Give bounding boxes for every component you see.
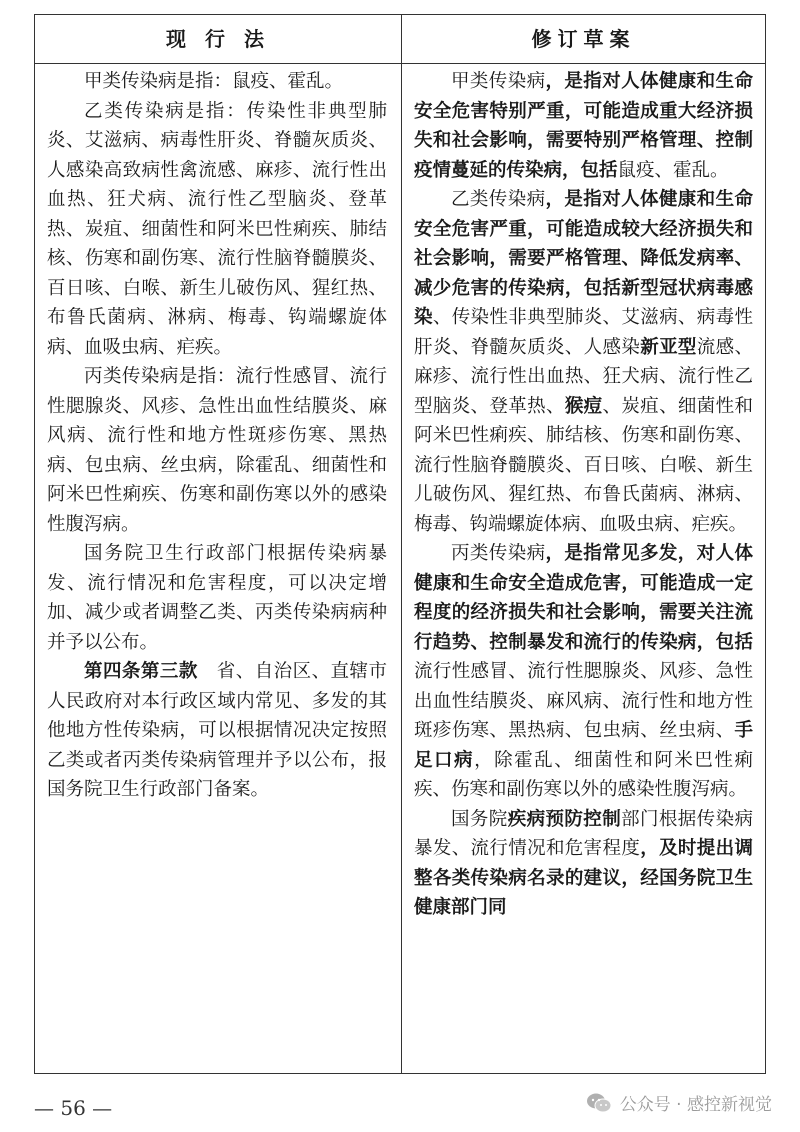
r2e: 流感、麻疹、流行性出血热、狂犬病、流行性乙型脑炎、登革热、 bbox=[414, 336, 753, 417]
revision-draft-column bbox=[402, 67, 765, 1073]
article-4-heading: 第四条第三款 bbox=[84, 661, 198, 682]
r3c: 流行性感冒、流行性腮腺炎、风疹、急性出血性结膜炎、麻风病、流行性和地方性斑疹伤寒、黑热病、包虫病、丝虫病、 bbox=[414, 661, 753, 741]
r3a: 丙类传染病 bbox=[451, 543, 546, 564]
r2d: 新亚型 bbox=[640, 336, 697, 358]
comparison-table bbox=[34, 14, 766, 1074]
r1b: ，是指对人体健康和生命安全危害特别严重，可能造成重大经济损失和社会影响，需要特别严格管理、控制疫情蔓延的传染病，包括 bbox=[414, 71, 753, 181]
left-para-class-c: 丙类传染病是指：流行性感冒、流行性腮腺炎、风疹、急性出血性结膜炎、麻风病、流行性和地方性斑疹伤寒、黑热病、包虫病、丝虫病，除霍乱、细菌性和阿米巴性痢疾、伤寒和副伤寒以外的感染性腹泻病。 bbox=[47, 366, 387, 535]
r2f: 猴痘 bbox=[564, 395, 603, 417]
r4b: 疾病预防控制 bbox=[507, 808, 622, 830]
r3d: 手足口病 bbox=[414, 720, 753, 771]
r4d: ，及时提出调整各类传染病名录的建议，经国务院卫生健康部门同 bbox=[414, 838, 753, 918]
r4a: 国务院 bbox=[451, 808, 508, 830]
r2c: 、传染性非典型肺炎、艾滋病、病毒性肝炎、脊髓灰质炎、人感染 bbox=[414, 307, 753, 358]
r1a: 甲类传染病 bbox=[451, 71, 546, 92]
right-para-class-c bbox=[414, 539, 753, 805]
watermark-text: 公众号 · 感控新视觉 bbox=[619, 1095, 772, 1115]
r1c: 鼠疫、霍乱。 bbox=[617, 159, 729, 181]
wechat-icon bbox=[586, 1092, 612, 1114]
table-header bbox=[35, 15, 765, 64]
r2b: ，是指对人体健康和生命安全危害严重，可能造成较大经济损失和社会影响，需要严格管理、降低发病率、减少危害的传染病，包括新型冠状病毒感染 bbox=[414, 189, 753, 328]
r3e: ，除霍乱、细菌性和阿米巴性痢疾、伤寒和副伤寒以外的感染性腹泻病。 bbox=[414, 749, 753, 800]
current-law-column bbox=[35, 67, 401, 1073]
r2g: 、炭疽、细菌性和阿米巴性痢疾、肺结核、伤寒和副伤寒、流行性脑脊髓膜炎、百日咳、白喉、新生儿破伤风、猩红热、布鲁氏菌病、淋病、梅毒、钩端螺旋体病、血吸虫病、疟疾。 bbox=[414, 395, 753, 535]
right-para-class-a bbox=[414, 67, 753, 185]
left-para-class-a: 甲类传染病是指：鼠疫、霍乱。 bbox=[84, 71, 344, 92]
header-revision-draft: 修订草案 bbox=[531, 27, 636, 51]
left-para-class-b: 乙类传染病是指：传染性非典型肺炎、艾滋病、病毒性肝炎、脊髓灰质炎、人感染高致病性禽流感、麻疹、流行性出血热、狂犬病、流行性乙型脑炎、登革热、炭疽、细菌性和阿米巴性痢疾、肺结核、伤寒和副伤寒、流行性脑脊髓膜炎、百日咳、白喉、新生儿破伤风、猩红热、布鲁氏菌病、淋病、梅毒、钩端螺旋体病、血吸虫病、疟疾。 bbox=[47, 100, 387, 358]
r2a: 乙类传染病 bbox=[451, 189, 546, 210]
article-4-text: 省、自治区、直辖市人民政府对本行政区域内常见、多发的其他地方性传染病，可以根据情况决定按照乙类或者丙类传染病管理并予以公布，报国务院卫生行政部门备案。 bbox=[47, 661, 387, 800]
header-current-law: 现 行 法 bbox=[166, 27, 270, 51]
r3b: ，是指常见多发，对人体健康和生命安全造成危害，可能造成一定程度的经济损失和社会影响，需要关注流行趋势、控制暴发和流行的传染病，包括 bbox=[414, 543, 753, 653]
page-number: — 56 — bbox=[34, 1096, 113, 1120]
left-para-state-council: 国务院卫生行政部门根据传染病暴发、流行情况和危害程度，可以决定增加、减少或者调整乙类、丙类传染病病种并予以公布。 bbox=[47, 543, 387, 653]
right-para-class-b bbox=[414, 185, 753, 539]
right-para-state-council bbox=[414, 805, 753, 923]
r4c: 部门根据传染病暴发、流行情况和危害程度 bbox=[414, 808, 753, 859]
wechat-watermark bbox=[586, 1090, 772, 1115]
left-para-article-4 bbox=[47, 657, 387, 805]
